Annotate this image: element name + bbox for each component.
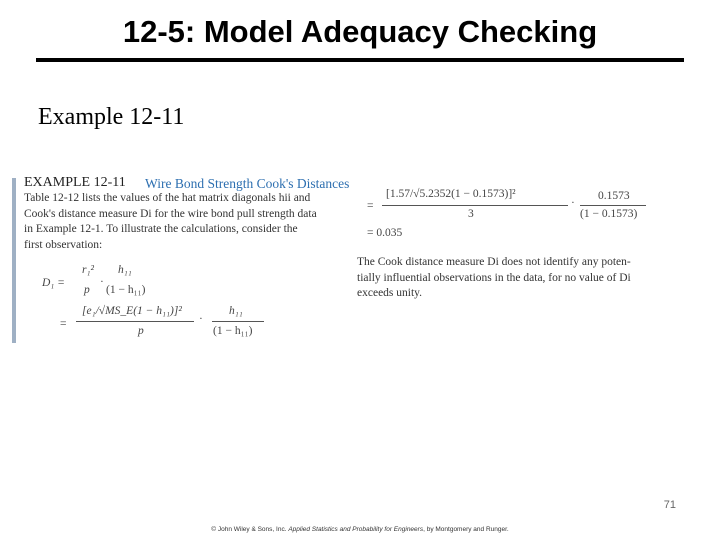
equals-sign: = [60,318,67,330]
slide-subtitle: Example 12-11 [38,104,185,130]
text-line: in Example 12-1. To illustrate the calculations, consider the [24,223,298,235]
formula-lhs: D₁ = [42,277,65,289]
example-text [24,191,317,253]
example-label: EXAMPLE 12-11 [24,175,126,190]
footer-book-title: Applied Statistics and Probability for Engineers [288,526,424,533]
text-line: Table 12-12 lists the values of the hat matrix diagonals hii and [24,192,311,204]
denominator: 3 [468,208,474,220]
conclusion-text [357,255,631,302]
numerator: [e₁/√MS_E(1 − h₁₁)]² [82,305,182,317]
formula-result: = 0.035 [367,227,403,239]
text-line: exceeds unity. [357,287,423,299]
multiply-dot: · [100,276,104,288]
fraction-bar [212,321,264,322]
numerator: 0.1573 [598,190,630,202]
text-line: tially influential observations in the data, for no value of Di [357,271,631,284]
multiply-dot: · [571,197,575,209]
denominator: (1 − h₁₁) [106,284,146,296]
page-number: 71 [663,499,676,511]
numerator: h₁₁ [229,305,243,317]
title-divider [36,58,684,62]
numerator: [1.57/√5.2352(1 − 0.1573)]² [386,188,516,200]
text-line: Cook's distance measure Di for the wire bond pull strength data [24,207,317,220]
equals-sign: = [367,200,374,212]
text-line: first observation: [24,238,103,251]
numerator: r₁² [82,264,94,276]
multiply-dot: · [199,313,203,325]
example-side-bar [12,178,16,343]
footer-prefix: © John Wiley & Sons, Inc. [211,526,289,533]
example-heading: Wire Bond Strength Cook's Distances [145,176,350,191]
copyright-footer [0,526,720,533]
denominator: (1 − 0.1573) [580,208,638,220]
fraction-bar [76,321,194,322]
numerator: h₁₁ [118,264,132,276]
denominator: (1 − h₁₁) [213,325,253,337]
footer-suffix: , by Montgomery and Runger. [423,526,509,533]
denominator: p [138,325,144,337]
slide-title: 12-5: Model Adequacy Checking [122,14,598,49]
fraction-bar [382,205,568,206]
text-line: The Cook distance measure Di does not identify any poten- [357,256,631,268]
fraction-bar [580,205,646,206]
denominator: p [84,284,90,296]
